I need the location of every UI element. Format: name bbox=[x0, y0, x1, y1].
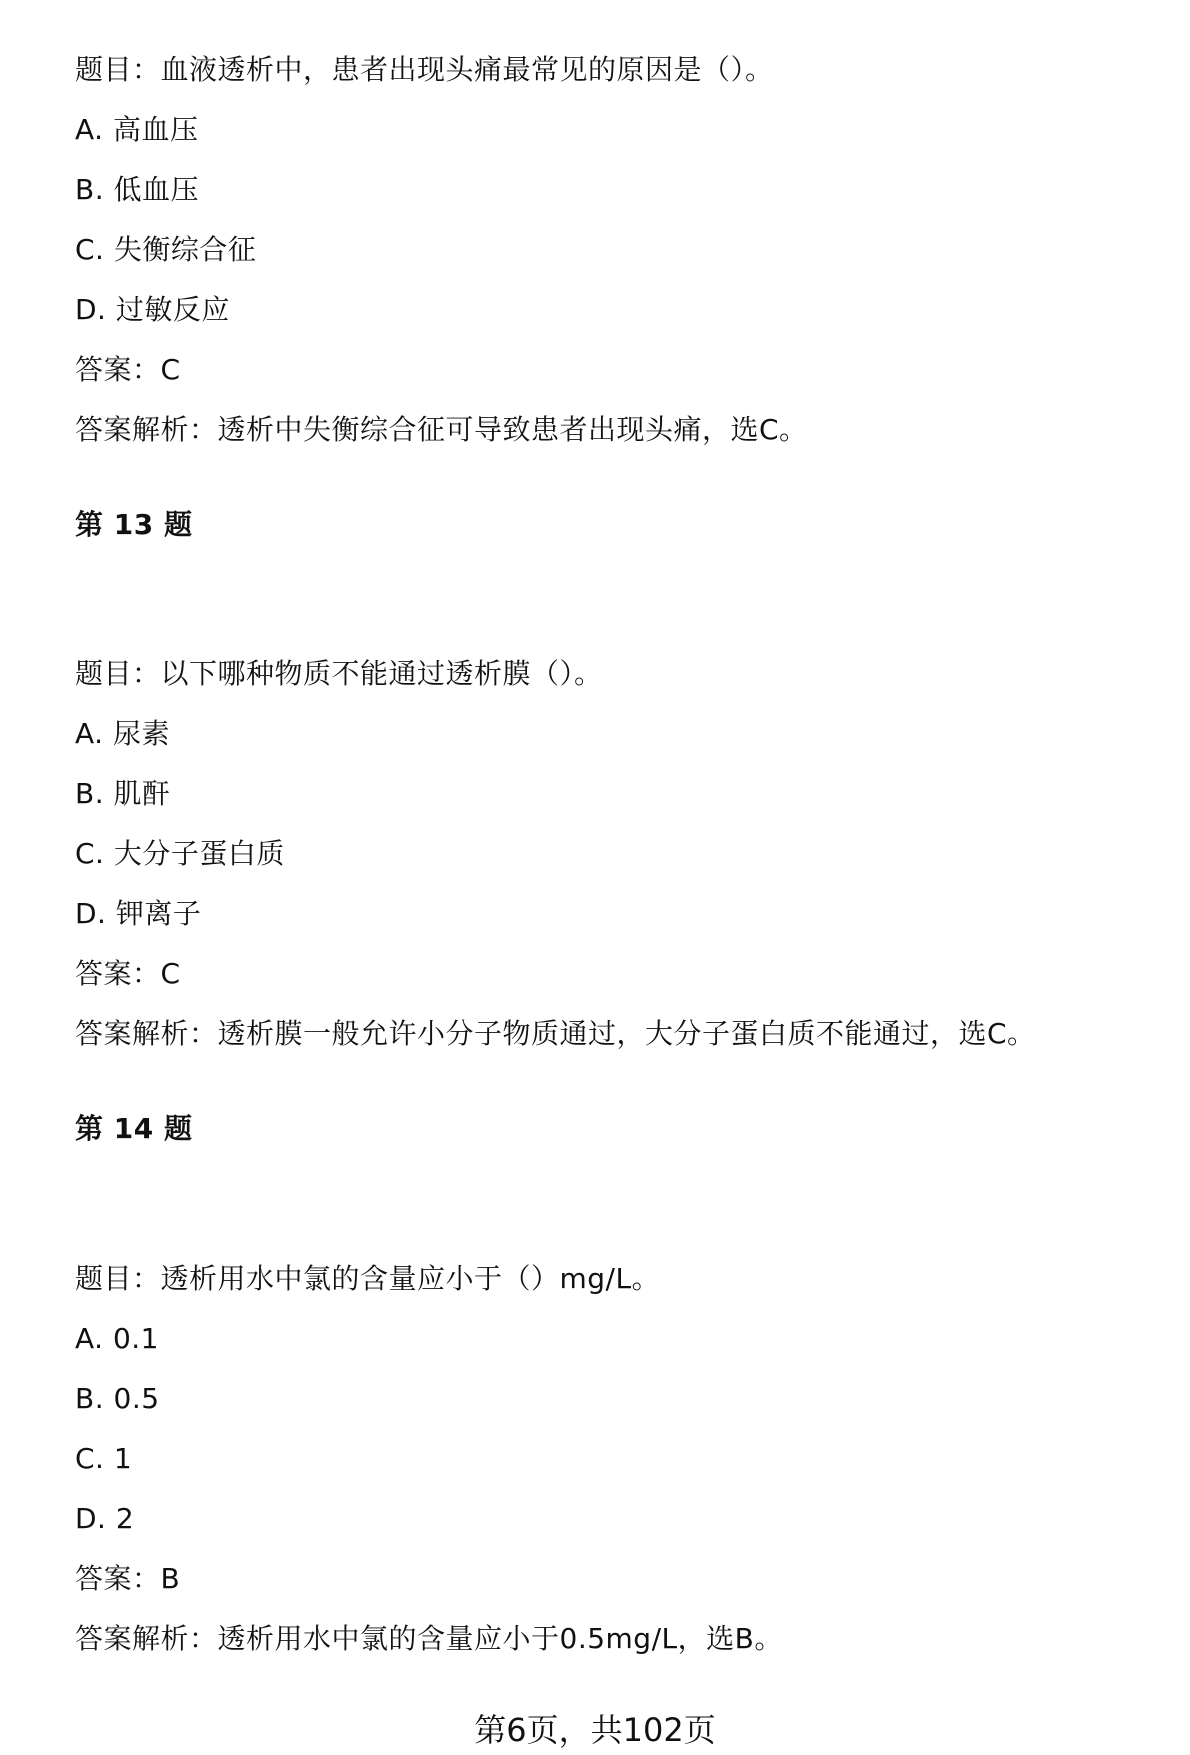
q13-option-d: D. 钾离子 bbox=[75, 897, 202, 930]
q14-option-c: C. 1 bbox=[75, 1442, 133, 1475]
q12-option-c: C. 失衡综合征 bbox=[75, 233, 257, 266]
q12-option-b: B. 低血压 bbox=[75, 173, 200, 206]
page-number-footer: 第6页，共102页 bbox=[474, 1711, 716, 1749]
q13-explanation: 答案解析：透析膜一般允许小分子物质通过，大分子蛋白质不能通过，选C。 bbox=[75, 1017, 1036, 1050]
q13-heading: 第 13 题 bbox=[75, 508, 193, 541]
q14-option-b: B. 0.5 bbox=[75, 1382, 160, 1415]
q14-heading: 第 14 题 bbox=[75, 1112, 193, 1145]
q14-answer: 答案：B bbox=[75, 1562, 181, 1595]
q14-option-a: A. 0.1 bbox=[75, 1322, 159, 1355]
q13-option-a: A. 尿素 bbox=[75, 717, 170, 750]
q12-explanation: 答案解析：透析中失衡综合征可导致患者出现头痛，选C。 bbox=[75, 413, 808, 446]
q12-option-d: D. 过敏反应 bbox=[75, 293, 230, 326]
q12-answer: 答案：C bbox=[75, 353, 181, 386]
q14-option-d: D. 2 bbox=[75, 1502, 135, 1535]
q13-question: 题目：以下哪种物质不能通过透析膜（）。 bbox=[75, 657, 603, 690]
q12-option-a: A. 高血压 bbox=[75, 113, 199, 146]
q12-question: 题目：血液透析中，患者出现头痛最常见的原因是（）。 bbox=[75, 53, 774, 86]
q14-question: 题目：透析用水中氯的含量应小于（）mg/L。 bbox=[75, 1262, 661, 1295]
q13-option-b: B. 肌酐 bbox=[75, 777, 171, 810]
q13-option-c: C. 大分子蛋白质 bbox=[75, 837, 285, 870]
q14-explanation: 答案解析：透析用水中氯的含量应小于0.5mg/L，选B。 bbox=[75, 1622, 783, 1655]
q13-answer: 答案：C bbox=[75, 957, 181, 990]
